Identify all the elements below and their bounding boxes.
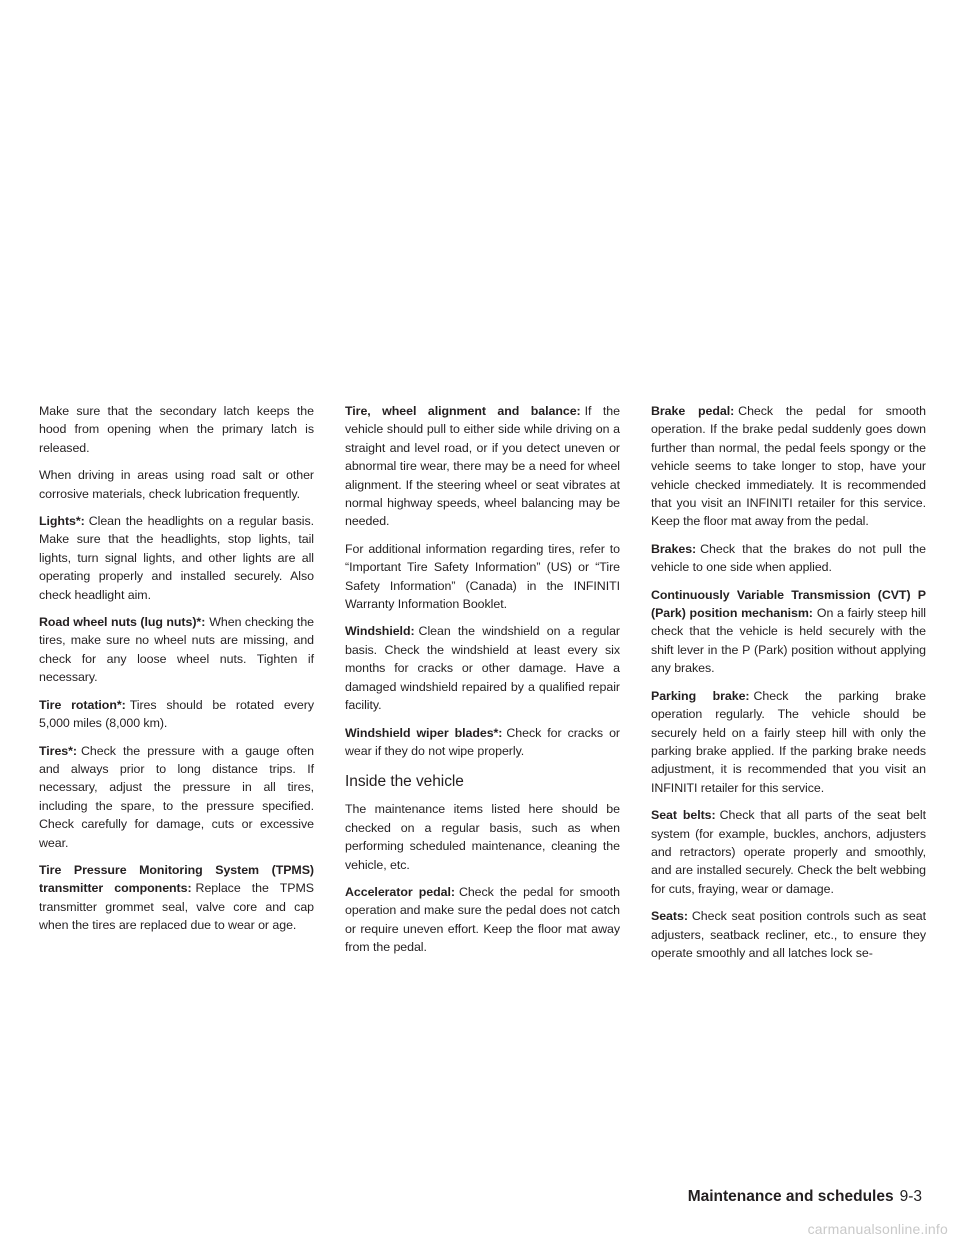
paragraph-text: When checking the tires, make sure no wheel nuts are missing, and check for any loose wheel nuts. Tighten if necessary. — [39, 615, 314, 685]
paragraph-text: Check for cracks or wear if they do not wipe properly. — [345, 725, 620, 758]
paragraph — [39, 512, 314, 604]
item-label: Seat belts: — [651, 808, 716, 823]
page-number: 9-3 — [899, 1188, 922, 1205]
paragraph-text: Make sure that the secondary latch keeps the hood from opening when the primary latch is released. — [39, 404, 314, 455]
paragraph-text: Check that the brakes do not pull the vehicle to one side when applied. — [651, 541, 926, 575]
item-label: Continuously Variable Transmission (CVT) P (Park) position mechanism: — [651, 587, 926, 621]
item-label: Accelerator pedal: — [345, 884, 455, 899]
paragraph — [651, 586, 926, 678]
paragraph — [345, 402, 620, 531]
item-label: Brake pedal: — [651, 404, 735, 418]
item-label: Parking brake: — [651, 688, 750, 703]
paragraph-text: Replace the TPMS transmitter grommet seal, valve core and cap when the tires are replaced due to wear or age. — [39, 881, 314, 933]
paragraph — [39, 861, 314, 935]
paragraph — [651, 540, 926, 577]
paragraph — [345, 540, 620, 614]
paragraph-text: Clean the headlights on a regular basis. Make sure that the headlights, stop lights, tail lights, turn signal lights, and other lights are all operating properly and installed securely. Also check headlight aim. — [39, 514, 314, 602]
page-footer — [620, 1187, 922, 1207]
text-column-3 — [651, 402, 926, 971]
paragraph — [651, 806, 926, 898]
section-heading: Inside the vehicle — [345, 773, 464, 791]
paragraph-text: Clean the windshield on a regular basis. Check the windshield at least every six months for cracks or other damage. Have a damaged windshield repaired by a qualified repair facility. — [345, 624, 620, 713]
paragraph — [651, 402, 926, 531]
paragraph-text: For additional information regarding tires, refer to “Important Tire Safety Information” (US) or “Tire Safety Information” (Canada) in the INFINITI Warranty Information Booklet. — [345, 541, 620, 612]
paragraph — [39, 742, 314, 852]
paragraph — [345, 622, 620, 714]
paragraph-text: Tires should be rotated every 5,000 miles (8,000 km). — [39, 697, 314, 731]
paragraph — [651, 907, 926, 962]
paragraph — [345, 800, 620, 874]
paragraph — [39, 613, 314, 687]
watermark-text: carmanualsonline.info — [807, 1221, 948, 1237]
text-column-1 — [39, 402, 314, 944]
paragraph-text: Check the parking brake operation regularly. The vehicle should be securely held on a fairly steep hill with only the parking brake applied. If the parking brake needs adjustment, it is recommended that you visit an INFINITI retailer for this service. — [651, 688, 926, 795]
paragraph-text: Check the pedal for smooth operation. If the brake pedal suddenly goes down further than normal, the pedal feels spongy or the vehicle seems to take longer to stop, have your vehicle checked immediately. It is recommended that you visit an INFINITI retailer for this service. Keep the floor mat away from the pedal. — [651, 404, 926, 529]
item-label: Tire, wheel alignment and balance: — [345, 404, 581, 418]
paragraph-text: Check that all parts of the seat belt system (for example, buckles, anchors, adjusters and retractors) operate properly and smoothly, and are installed securely. Check the belt webbing for cuts, fraying, wear or damage. — [651, 808, 926, 896]
paragraph — [651, 687, 926, 797]
paragraph — [39, 466, 314, 503]
paragraph — [345, 883, 620, 957]
item-label: Road wheel nuts (lug nuts)*: — [39, 615, 206, 630]
item-label: Seats: — [651, 909, 688, 924]
text-column-2 — [345, 402, 620, 966]
footer-section-title: Maintenance and schedules — [687, 1188, 894, 1205]
item-label: Windshield wiper blades*: — [345, 725, 503, 740]
item-label: Tire Pressure Monitoring System (TPMS) transmitter components: — [39, 862, 314, 896]
paragraph-text: Check seat position controls such as seat adjusters, seatback recliner, etc., to ensure they operate smoothly and all latches lock se- — [651, 909, 926, 960]
paragraph-text: When driving in areas using road salt or other corrosive materials, check lubrication frequently. — [39, 468, 314, 501]
paragraph — [39, 402, 314, 457]
paragraph-text: The maintenance items listed here should be checked on a regular basis, such as when performing scheduled maintenance, cleaning the vehicle, etc. — [345, 802, 620, 872]
paragraph-text: If the vehicle should pull to either side while driving on a straight and level road, or if you detect uneven or abnormal tire wear, there may be a need for wheel alignment. If the steering wheel or seat vibrates at normal highway speeds, wheel balancing may be needed. — [345, 404, 620, 529]
paragraph — [345, 724, 620, 761]
item-label: Tire rotation*: — [39, 697, 126, 712]
item-label: Lights*: — [39, 514, 85, 529]
item-label: Tires*: — [39, 743, 77, 758]
paragraph-text: Check the pedal for smooth operation and make sure the pedal does not catch or require uneven effort. Keep the floor mat away from the pedal. — [345, 884, 621, 955]
item-label: Windshield: — [345, 624, 415, 639]
paragraph — [39, 696, 314, 733]
item-label: Brakes: — [651, 541, 697, 556]
paragraph-text: On a fairly steep hill check that the vehicle is held securely with the shift lever in the P (Park) position without applying any brakes. — [651, 606, 926, 676]
paragraph-text: Check the pressure with a gauge often and always prior to long distance trips. If necessary, adjust the pressure in all tires, including the spare, to the pressure specified. Check carefully for damage, cuts or excessive wear. — [39, 743, 314, 850]
